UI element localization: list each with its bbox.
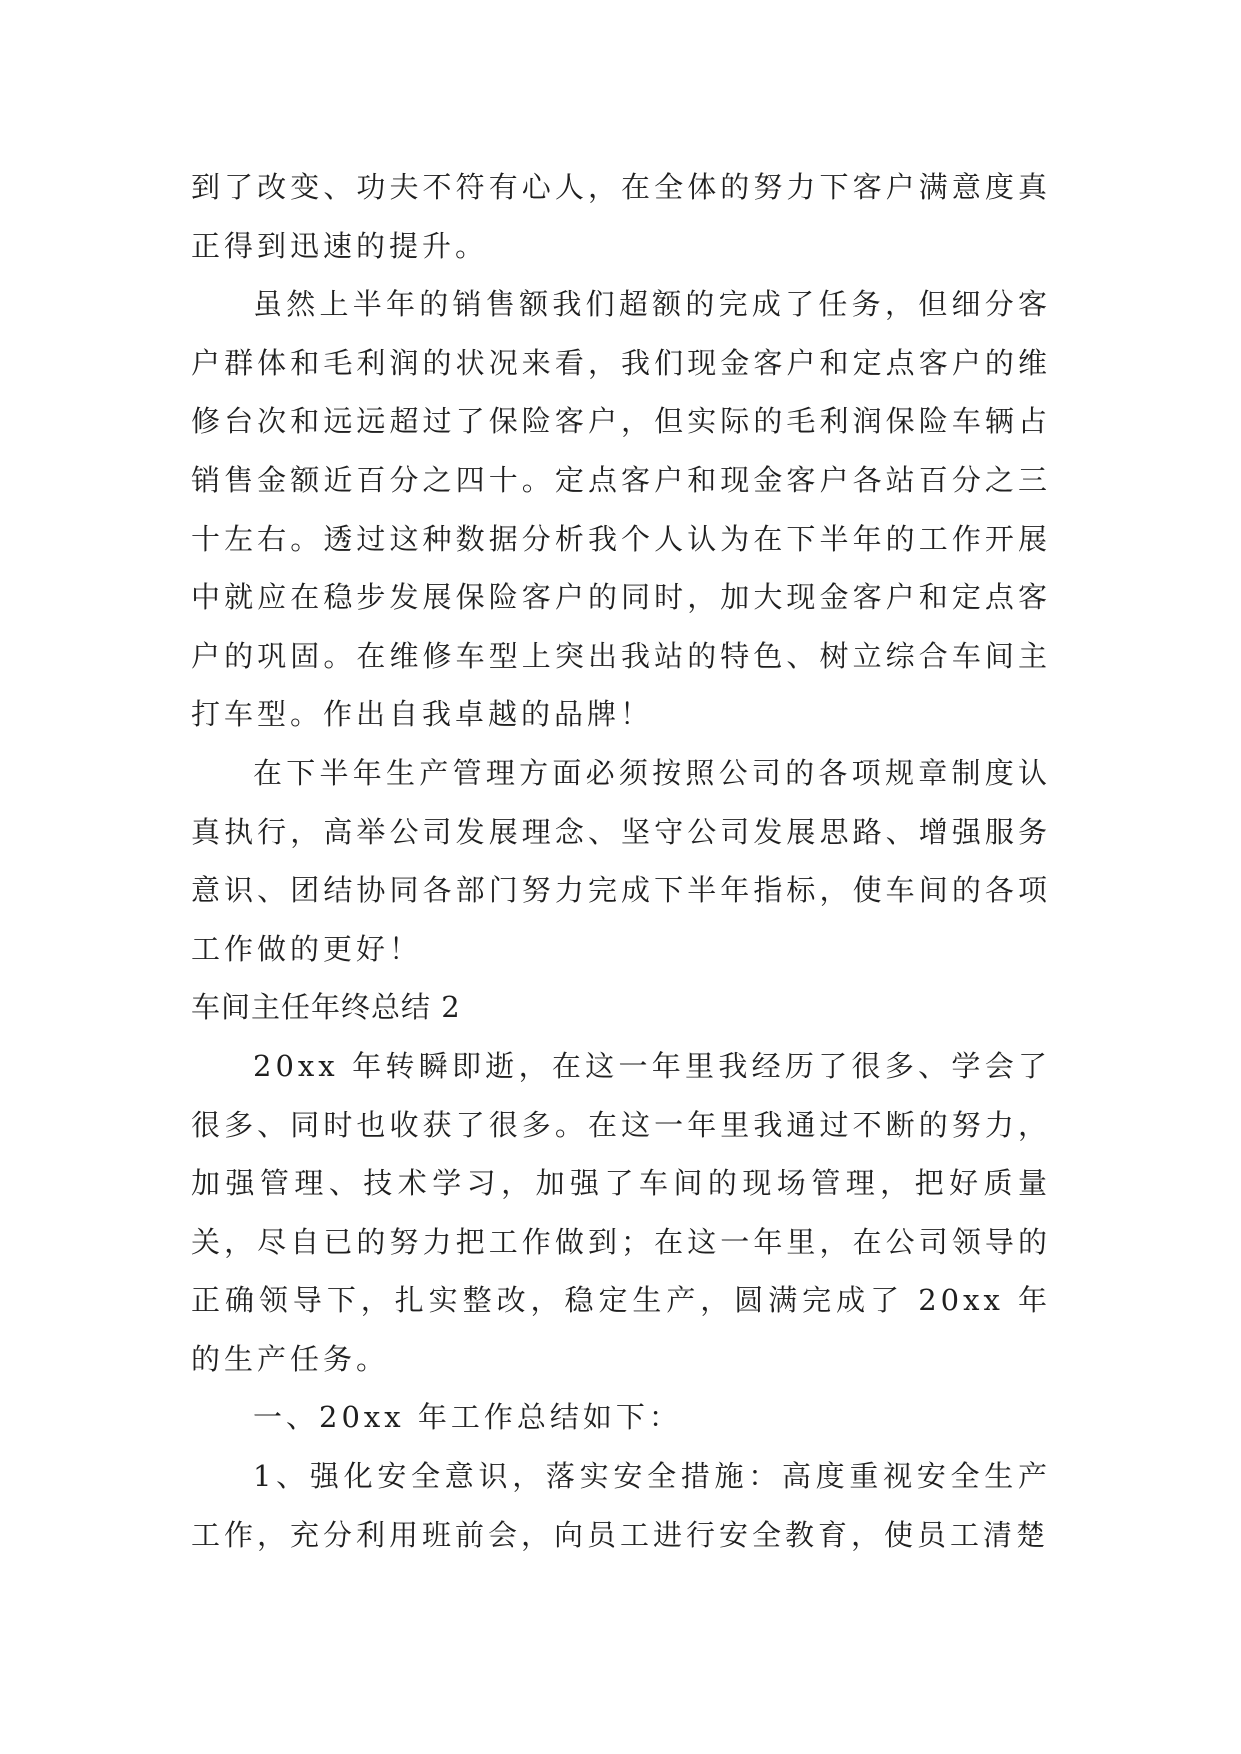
paragraph-5: 一、20xx 年工作总结如下： xyxy=(253,1400,682,1435)
section-heading: 车间主任年终总结 2 xyxy=(191,990,461,1025)
document-body xyxy=(191,158,1051,1564)
paragraph-4: 20xx 年转瞬即逝，在这一年里我经历了很多、学会了很多、同时也收获了很多。在这一年里我通过不断的努力，加强管理、技术学习，加强了车间的现场管理，把好质量关，尽自已的努力把工作做到；在这一年里，在公司领导的正确领导下，扎实整改，稳定生产，圆满完成了 20xx 年的生产任务。 xyxy=(191,1048,1051,1376)
paragraph-1: 到了改变、功夫不符有心人，在全体的努力下客户满意度真正得到迅速的提升。 xyxy=(191,170,1051,263)
paragraph-2: 虽然上半年的销售额我们超额的完成了任务，但细分客户群体和毛利润的状况来看，我们现金客户和定点客户的维修台次和远远超过了保险客户，但实际的毛利润保险车辆占销售金额近百分之四十。定点客户和现金客户各站百分之三十左右。透过这种数据分析我个人认为在下半年的工作开展中就应在稳步发展保险客户的同时，加大现金客户和定点客户的巩固。在维修车型上突出我站的特色、树立综合车间主打车型。作出自我卓越的品牌！ xyxy=(191,287,1051,732)
paragraph-6: 1、强化安全意识，落实安全措施：高度重视安全生产工作，充分利用班前会，向员工进行安全教育，使员工清楚 xyxy=(191,1459,1051,1552)
paragraph-3: 在下半年生产管理方面必须按照公司的各项规章制度认真执行，高举公司发展理念、坚守公司发展思路、增强服务意识、团结协同各部门努力完成下半年指标，使车间的各项工作做的更好！ xyxy=(191,755,1051,966)
